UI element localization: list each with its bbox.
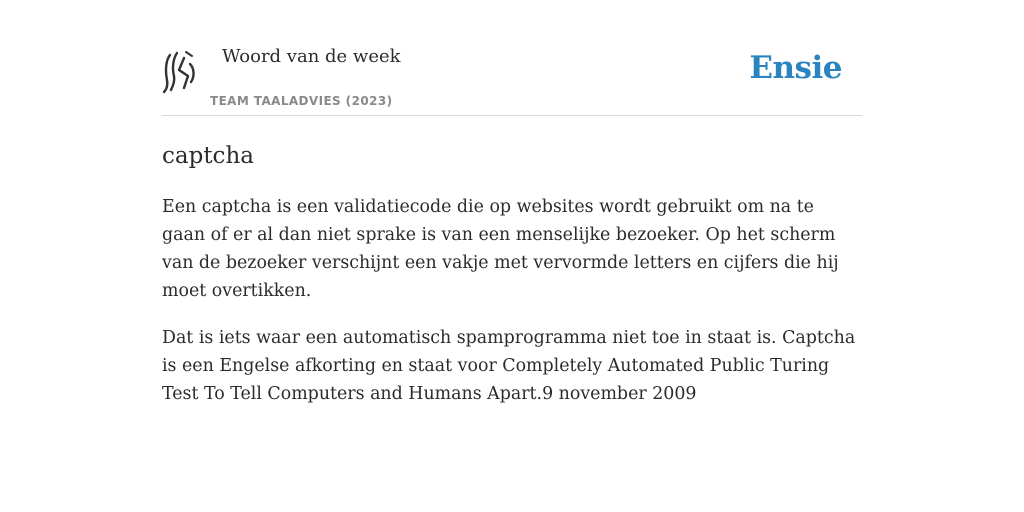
paragraph-1: Een captcha is een validatiecode die op websites wordt gebruikt om na te gaan of er al dan niet sprake is van een menselijke bezoeker. Op het scherm van de bezoeker verschijnt een vakje met vervormde letters en cijfers die hij moet overtikken. (162, 197, 839, 301)
article-byline: TEAM TAALADVIES (2023) (210, 94, 393, 108)
paragraph-2-text: Dat is iets waar een automatisch spamprogramma niet toe in staat is. Captcha is een Engelse afkorting en staat voor Completely Automated Public Turing Test To Tell Computers and Humans Apart. (162, 328, 856, 404)
paragraph-2 (162, 324, 862, 408)
article-header (162, 44, 862, 116)
article-body (162, 193, 862, 408)
page-title: captcha (162, 143, 254, 169)
brand-logo[interactable]: Ensie (749, 50, 842, 86)
publication-date: 9 november 2009 (542, 384, 697, 404)
article-page (162, 0, 862, 408)
section-kicker: Woord van de week (222, 46, 401, 67)
lion-logo-icon[interactable] (162, 50, 198, 94)
